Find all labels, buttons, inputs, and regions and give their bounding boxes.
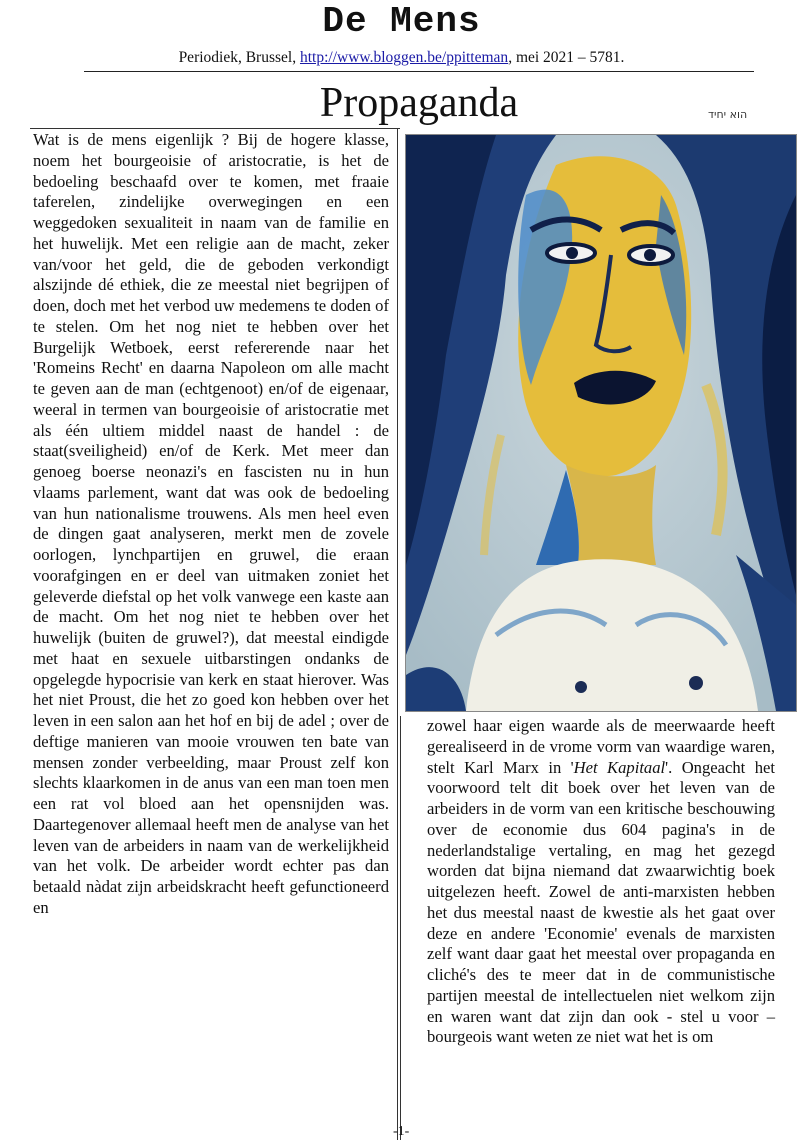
- publication-prefix: Periodiek, Brussel,: [178, 49, 300, 66]
- article-title: Propaganda: [319, 80, 519, 126]
- hebrew-motto: הוא יחיד: [708, 108, 748, 121]
- masthead-title: De Mens: [322, 1, 481, 42]
- page-number: -1-: [393, 1124, 410, 1139]
- column-top-rule: [30, 128, 400, 129]
- right-column-text-start: zowel haar eigen waarde als de meerwaarde heeft gerealiseerd in de vrome vorm van waardige waren, stelt Karl Marx in ': [427, 716, 775, 777]
- article-right-column: [427, 716, 775, 1048]
- painting-image: [405, 134, 797, 712]
- book-title: Het Kapitaal: [573, 757, 666, 777]
- right-column-divider: [400, 716, 401, 1140]
- publication-line: [0, 48, 803, 68]
- portrait-painting-illustration: [406, 135, 796, 711]
- header-rule: [84, 71, 754, 72]
- blog-link[interactable]: http://www.bloggen.be/ppitteman: [299, 49, 509, 66]
- right-column-text-end: '. Ongeacht het voorwoord telt dit boek over het leven van de arbeiders in de vorm van een kritische beschouwing over de economie dus 604 pagina's in de nederlandstalige vertaling, en mag het gezegd worden dat bijna niemand dat zwaarwichtig boek uitgelezen heeft. Zowel de anti-marxisten hebben het dus meestal naast de kwestie als het gaat over deze en andere 'Economie' evenals de marxisten zelf want daar gaat het meestal over propaganda en cliché's des te meer dat in de communistische partijen meestal de intellectuelen niet welkom zijn en waren want dat zijn dan ook - stel u voor – bourgeois want weten ze niet wat het is om: [427, 757, 775, 1047]
- article-left-column: Wat is de mens eigenlijk ? Bij de hogere klasse, noem het bourgeoisie of aristocratie, is het de bedoeling beschaafd over te komen, met fraaie taferelen, zindelijke overwegingen en een weggedoken sexualiteit in naam van de familie en het huwelijk. Met een religie aan de macht, zeker van/voor het geld, die de geboden verkondigt alszijnde dé ethiek, die ze meestal niet begrijpen of doen, doch met het verbod uw medemens te doden of te stelen. Om het nog niet te hebben over het Burgelijk Wetboek, eerst refererende naar het 'Romeins Recht' en daarna Napoleon om alle macht te geven aan de man (echtgenoot) en/of de eigenaar, weeral in termen van bourgeoisie of aristocratie met als één ultiem middel naast de handel : de staat(sveiligheid) en/of de Kerk. Met meer dan genoeg boerse neonazi's en fascisten nu in hun vlaams parlement, want dat was ook de bedoeling van hun nationalisme trouwens. Als men heel even de dingen gaat analyseren, merkt men de zovele oorlogen, lynchpartijen en gruwel, die eraan voorafgingen en er deel van uitmaken zoniet het geleverde diefstal op het volk vanwege een kaste aan de macht. Om het nog niet te hebben over het huwelijk (buiten de gruwel?), dat meestal eindigde met haat en sexuele uitbarstingen ondanks de opgelegde hypocrisie van kerk en staat hierover. Was het niet Proust, die het zo goed kon hebben over het leven in een salon aan het hof en bij de adel ; over de deftige manieren van mooie vrouwen ten bate van mensen zonder verbeelding, maar Proust zelf kon slechts klaarkomen in de anus van een man toen men een rat vol bloed aan het opensnijden was. Daartegenover allemaal heeft men de analyse van het leven van de arbeiders in naam van de werkelijkheid van het volk. De arbeider wordt echter pas dan betaald nàdat zijn arbeidskracht heeft gefunctioneerd en: [33, 130, 389, 917]
- publication-suffix: , mei 2021 – 5781.: [508, 49, 625, 66]
- column-divider: [397, 128, 398, 1140]
